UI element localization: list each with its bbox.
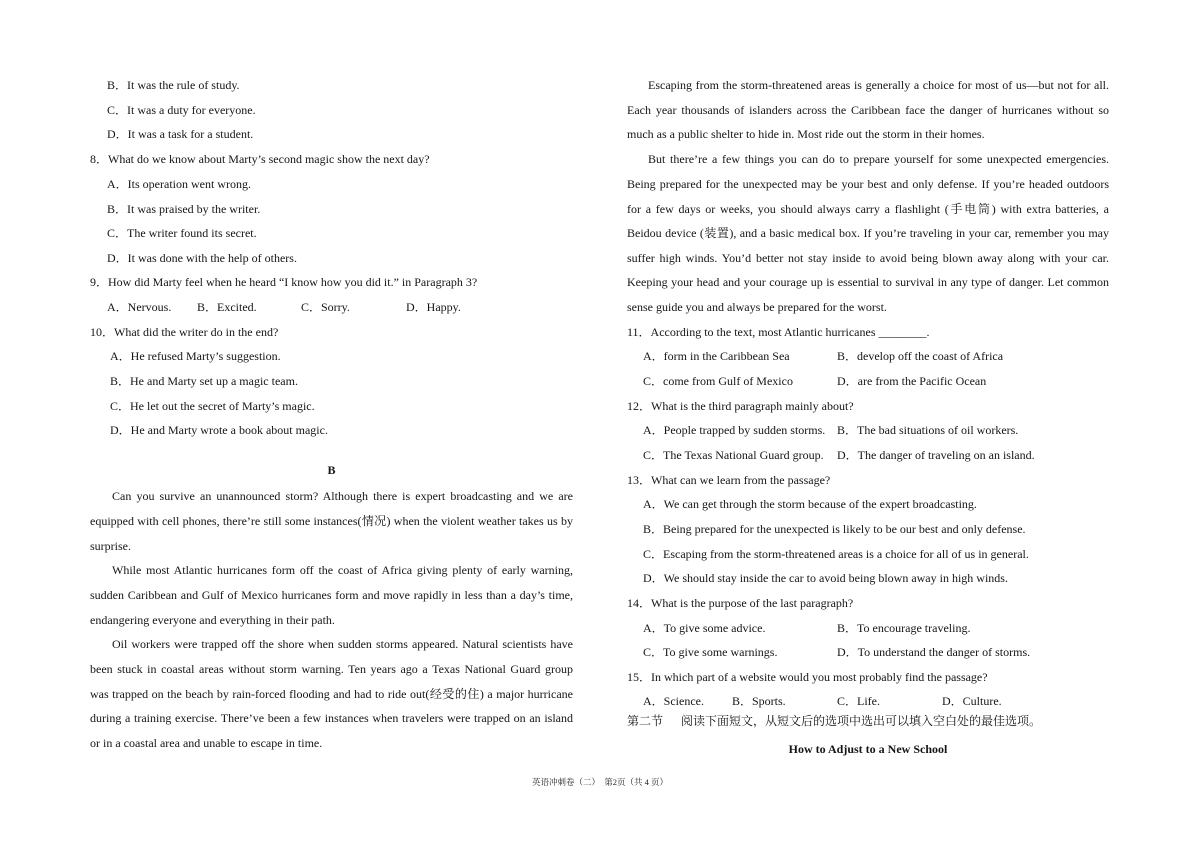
question-13-stem: 13．What can we learn from the passage? <box>627 473 831 487</box>
question-8-option-a: A．Its operation went wrong. <box>107 177 251 191</box>
question-11-option-b: B．develop off the coast of Africa <box>837 349 1004 363</box>
passage-line: surprise. <box>90 539 131 553</box>
question-14-stem: 14．What is the purpose of the last paragraph? <box>627 596 854 610</box>
question-13-option-a: A．We can get through the storm because of the expert broadcasting. <box>643 497 977 511</box>
passage-line: endangering everyone and everything in their path. <box>90 613 335 627</box>
passage-line: sudden Caribbean and Gulf of Mexico hurricanes form and move rapidly in less than a day’s time, <box>90 588 573 602</box>
question-15-option-b: B．Sports. <box>732 694 786 708</box>
question-9-option-a: A．Nervous. <box>107 300 172 314</box>
question-15-option-d: D．Culture. <box>942 694 1002 708</box>
passage-line: Keeping your head and your courage up is essential to survival in any type of danger. Let common <box>627 275 1109 289</box>
question-14-option-d: D．To understand the danger of storms. <box>837 645 1031 659</box>
question-10-stem: 10．What did the writer do in the end? <box>90 325 279 339</box>
question-12-option-a: A．People trapped by sudden storms. <box>643 423 826 437</box>
passage-line: suffer high winds. You’d better not stay inside to avoid being blown away along with your car. <box>627 251 1109 265</box>
question-14-option-a: A．To give some advice. <box>643 621 766 635</box>
next-passage-title: How to Adjust to a New School <box>788 742 948 756</box>
passage-line: While most Atlantic hurricanes form off the coast of Africa giving plenty of early warning, <box>112 563 573 577</box>
question-11-option-c: C．come from Gulf of Mexico <box>643 374 793 388</box>
question-9-option-d: D．Happy. <box>406 300 461 314</box>
page-footer: 英语冲刺卷（二） 第2页（共 4 页） <box>531 777 668 787</box>
passage-line: been stuck in coastal areas without storm warning. Ten years ago a Texas National Guard group <box>90 662 573 676</box>
question-15-option-c: C．Life. <box>837 694 880 708</box>
passage-line: was trapped on the beach by rain-forced flooding and had to ride out(经受的住) a major hurricane <box>90 687 573 701</box>
passage-line: or in a coastal area and unable to escape in time. <box>90 736 323 750</box>
question-10-option-d: D．He and Marty wrote a book about magic. <box>110 423 328 437</box>
passage-line: But there’re a few things you can do to prepare yourself for some unexpected emergencies. <box>648 152 1109 166</box>
question-8-option-d: D．It was done with the help of others. <box>107 251 297 265</box>
continued-option-b: B．It was the rule of study. <box>107 78 240 92</box>
question-15-option-a: A．Science. <box>643 694 704 708</box>
question-13-option-d: D．We should stay inside the car to avoid being blown away in high winds. <box>643 571 1008 585</box>
question-9-option-c: C．Sorry. <box>301 300 350 314</box>
question-11-stem: 11．According to the text, most Atlantic hurricanes ________. <box>627 325 930 339</box>
question-11-option-a: A．form in the Caribbean Sea <box>643 349 790 363</box>
question-15-stem: 15．In which part of a website would you most probably find the passage? <box>627 670 988 684</box>
question-12-option-d: D．The danger of traveling on an island. <box>837 448 1035 462</box>
continued-option-c: C．It was a duty for everyone. <box>107 103 256 117</box>
question-11-option-d: D．are from the Pacific Ocean <box>837 374 987 388</box>
question-8-stem: 8．What do we know about Marty’s second magic show the next day? <box>90 152 430 166</box>
question-12-option-c: C．The Texas National Guard group. <box>643 448 824 462</box>
passage-line: Can you survive an unannounced storm? Although there is expert broadcasting and we are <box>112 489 573 503</box>
question-9-option-b: B．Excited. <box>197 300 257 314</box>
continued-option-d: D．It was a task for a student. <box>107 127 254 141</box>
question-8-option-b: B．It was praised by the writer. <box>107 202 261 216</box>
question-9-stem: 9．How did Marty feel when he heard “I know how you did it.” in Paragraph 3? <box>90 275 478 289</box>
passage-line: Escaping from the storm-threatened areas is generally a choice for most of us—but not for all. <box>648 78 1109 92</box>
question-12-stem: 12．What is the third paragraph mainly about? <box>627 399 854 413</box>
passage-line: equipped with cell phones, there’re still some instances(情况) when the violent weather takes us by <box>90 514 573 528</box>
passage-line: during a training exercise. There’ve been a few instances when travelers were trapped on an island <box>90 711 573 725</box>
passage-line: Each year thousands of islanders across the Caribbean face the danger of hurricanes without so <box>627 103 1109 117</box>
question-14-option-c: C．To give some warnings. <box>643 645 778 659</box>
question-13-option-c: C．Escaping from the storm-threatened areas is a choice for all of us in general. <box>643 547 1029 561</box>
section-label: 第二节 <box>627 714 664 728</box>
passage-heading: B <box>327 463 336 477</box>
question-10-option-a: A．He refused Marty’s suggestion. <box>110 349 281 363</box>
passage-line: Oil workers were trapped off the shore when sudden storms appeared. Natural scientists have <box>112 637 573 651</box>
passage-line: Being prepared for the unexpected may be your best and only defense. If you’re headed outdoors <box>627 177 1109 191</box>
question-14-option-b: B．To encourage traveling. <box>837 621 971 635</box>
question-10-option-c: C．He let out the secret of Marty’s magic. <box>110 399 315 413</box>
passage-line: much as a public shelter to hide in. Most ride out the storm in their homes. <box>627 127 985 141</box>
question-10-option-b: B．He and Marty set up a magic team. <box>110 374 298 388</box>
question-12-option-b: B．The bad situations of oil workers. <box>837 423 1019 437</box>
question-13-option-b: B．Being prepared for the unexpected is likely to be our best and only defense. <box>643 522 1026 536</box>
passage-line: sense guide you and always be prepared for the worst. <box>627 300 887 314</box>
section-instruction: 阅读下面短文，从短文后的选项中选出可以填入空白处的最佳选项。 <box>681 714 1042 728</box>
passage-line: for a few days or weeks, you should always carry a flashlight (手电筒) with extra batteries, a <box>627 202 1109 216</box>
passage-line: Beidou device (装置), and a basic medical box. If you’re traveling in your car, remember you may <box>627 226 1109 240</box>
question-8-option-c: C．The writer found its secret. <box>107 226 257 240</box>
